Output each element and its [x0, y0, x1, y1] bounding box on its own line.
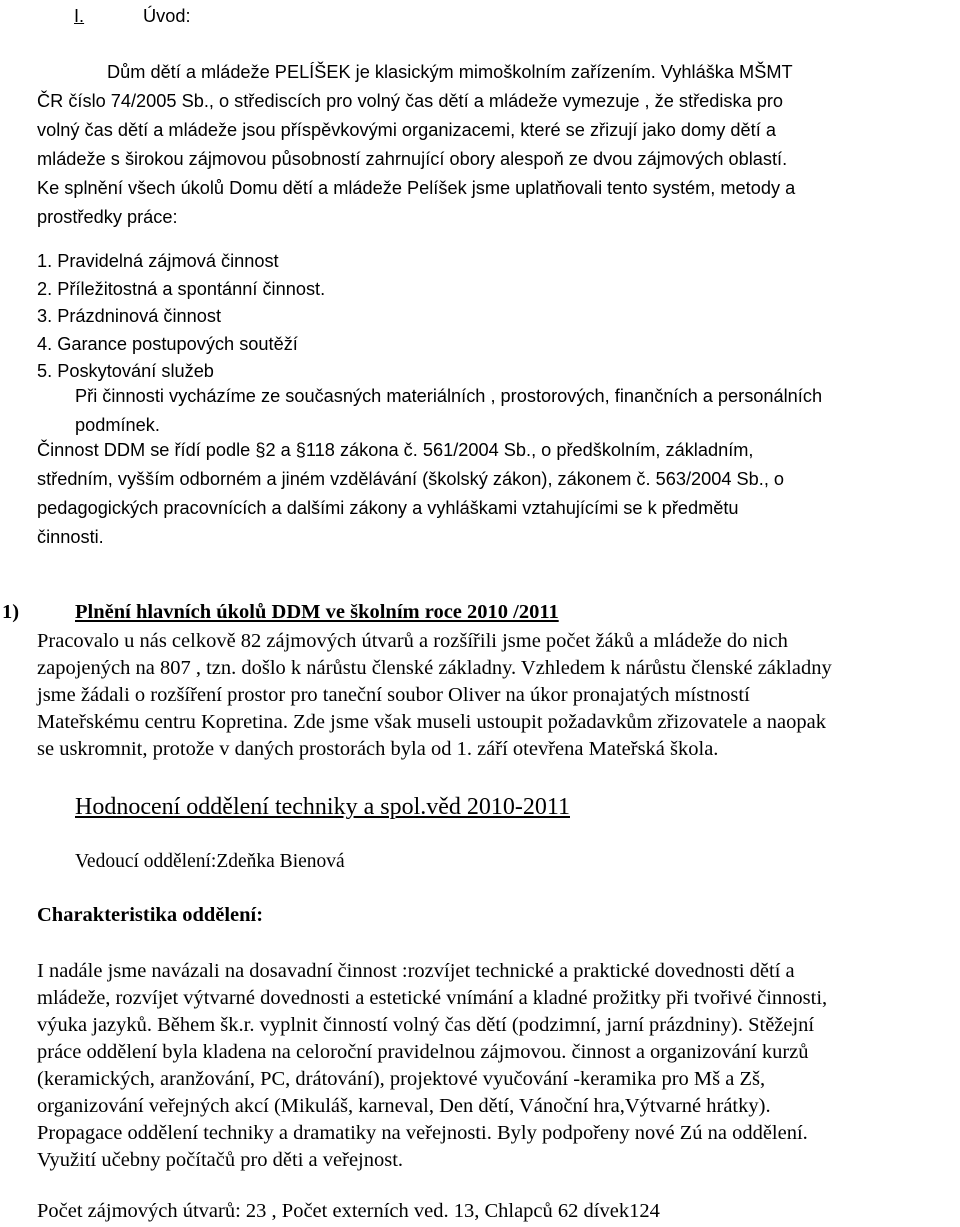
- law-line-1: Činnost DDM se řídí podle §2 a §118 zákona č. 561/2004 Sb., o předškolním, základním,: [37, 440, 754, 460]
- intro-line-6: prostředky práce:: [37, 207, 178, 227]
- list-item: 4. Garance postupových soutěží: [37, 333, 298, 354]
- law-paragraph: [37, 436, 952, 552]
- section1-line-3: jsme žádali o rozšíření prostor pro taneční soubor Oliver na úkor pronajatých místností: [37, 684, 750, 706]
- characteristics-line-6: organizování veřejných akcí (Mikuláš, karneval, Den dětí, Vánoční hra,Výtvarné hrátky).: [37, 1095, 771, 1117]
- list-item: 5. Poskytování služeb: [37, 361, 214, 381]
- services-line-1: Při činnosti vycházíme ze současných materiálních , prostorových, finančních a personálních: [75, 386, 823, 406]
- intro-line-1: Dům dětí a mládeže PELÍŠEK je klasickým mimoškolním zařízením. Vyhláška MŠMT: [107, 62, 793, 82]
- list-item: 3. Prázdninová činnost: [37, 306, 222, 326]
- intro-line-2: ČR číslo 74/2005 Sb., o střediscích pro volný čas dětí a mládeže vymezuje , že střediska pro: [37, 91, 784, 111]
- department-head: Vedoucí oddělení:Zdeňka Bienová: [75, 851, 345, 872]
- section1-number: 1): [2, 601, 20, 623]
- section1-line-4: Mateřskému centru Kopretina. Zde jsme však museli ustoupit požadavkům zřizovatele a naopak: [37, 711, 826, 733]
- section1-line-5: se uskromnit, protože v daných prostorách byla od 1. září otevřena Mateřská škola.: [37, 738, 719, 760]
- list-item: 2. Příležitostná a spontánní činnost.: [37, 278, 326, 299]
- law-line-2: středním, vyšším odborném a jiném vzdělávání (školský zákon), zákonem č. 563/2004 Sb., o: [37, 469, 785, 489]
- characteristics-paragraph: [37, 958, 827, 1174]
- characteristics-line-3: výuka jazyků. Během šk.r. vyplnit činností volný čas dětí (podzimní, jarní prázdniny). Stěžejní: [37, 1014, 815, 1036]
- intro-paragraph: [37, 58, 923, 232]
- characteristics-line-1: I nadále jsme navázali na dosavadní činnost :rozvíjet technické a praktické dovednosti dětí a: [37, 960, 795, 982]
- services-paragraph: [75, 382, 822, 440]
- services-line-2: podmínek.: [75, 415, 160, 435]
- characteristics-line-8: Využití učebny počítačů pro děti a veřejnost.: [37, 1149, 404, 1171]
- law-line-4: činnosti.: [37, 527, 104, 547]
- section1-title: Plnění hlavních úkolů DDM ve školním roce 2010 /2011: [75, 601, 559, 623]
- characteristics-heading: Charakteristika oddělení:: [37, 904, 264, 926]
- intro-heading-title: Úvod:: [143, 6, 191, 26]
- intro-line-4: mládeže s širokou zájmovou působností zahrnující obory alespoň ze dvou zájmových oblastí.: [37, 149, 788, 169]
- intro-heading-number: I.: [74, 6, 85, 26]
- characteristics-line-5: (keramických, aranžování, PC, drátování), projektové vyučování -keramika pro Mš a Zš,: [37, 1068, 766, 1090]
- section1-line-2: zapojených na 807 , tzn. došlo k nárůstu členské základny. Vzhledem k nárůstu členské základny: [37, 657, 832, 679]
- activity-list: [37, 248, 325, 386]
- characteristics-line-4: práce oddělení byla kladena na celoroční pravidelnou zájmovou. činnost a organizování kurzů: [37, 1041, 809, 1063]
- characteristics-line-7: Propagace oddělení techniky a dramatiky na veřejnosti. Byly podpořeny nové Zú na oddělení.: [37, 1122, 808, 1144]
- department-statistics: Počet zájmových útvarů: 23 , Počet externích ved. 13, Chlapců 62 dívek124: [37, 1200, 660, 1222]
- law-line-3: pedagogických pracovnících a dalšími zákony a vyhláškami vztahujícími se k předmětu: [37, 498, 739, 518]
- section1-paragraph: [37, 628, 957, 763]
- characteristics-line-2: mládeže, rozvíjet výtvarné dovednosti a estetické vnímání a kladné prožitky při tvořivé činnosti,: [37, 987, 828, 1009]
- list-item: 1. Pravidelná zájmová činnost: [37, 251, 279, 271]
- intro-line-5: Ke splnění všech úkolů Domu dětí a mládeže Pelíšek jsme uplatňovali tento systém, metody a: [37, 178, 796, 198]
- intro-line-3: volný čas dětí a mládeže jsou příspěvkovými organizacemi, které se zřizují jako domy dětí a: [37, 120, 776, 140]
- evaluation-title: Hodnocení oddělení techniky a spol.věd 2010-2011: [75, 794, 570, 820]
- section1-line-1: Pracovalo u nás celkově 82 zájmových útvarů a rozšířili jsme počet žáků a mládeže do nich: [37, 630, 788, 652]
